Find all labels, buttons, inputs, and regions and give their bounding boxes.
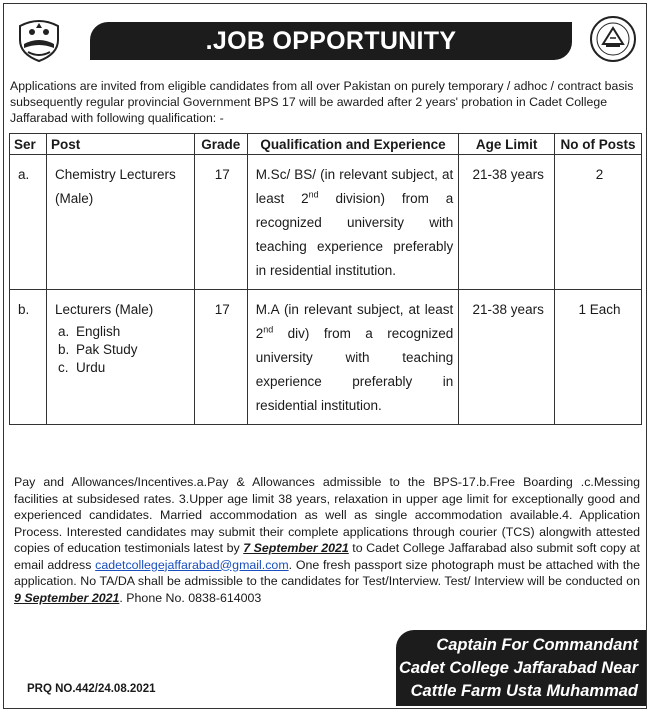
signature-block [396,630,646,706]
cell-no-of-posts: 1 Each [555,290,642,425]
terms-paragraph [14,474,640,606]
email-link[interactable]: cadetcollegejaffarabad@gmail.com [95,557,289,572]
column-header-grade: Grade [194,134,247,155]
qualification-text-cont: division) from a recognized university with teaching experience preferably in residential institution. [255,191,454,278]
signature-line: Captain For Commandant [436,636,638,654]
cell-age-limit: 21-38 years [459,290,555,425]
cell-post [46,290,194,425]
page-title: .JOB OPPORTUNITY [90,22,572,60]
cell-post [46,155,194,290]
cell-ser: b. [10,290,47,425]
prq-reference: PRQ NO.442/24.08.2021 [27,683,156,695]
column-header-age-limit: Age Limit [459,134,555,155]
subject-list [55,323,189,377]
cell-grade: 17 [194,155,247,290]
qualification-text: M.Sc/ BS/ (in relevant subject, at least 2 [255,167,454,206]
terms-text: Pay and Allowances/Incentives.a.Pay & Allowances admissible to the BPS-17.b.Free Boarding .c.Messing facilities at subsidesed rates. 3.Upper age limit 38 years, relaxation in upper age limit for exceptionally good and experienced candidates. Married accommodation as well as single accommodation available.4. Application Process. Interested candidates may submit their complete applications through courier (TCS) alongwith attested copies of education testimonials latest by [14,475,640,555]
post-title: Lecturers (Male) [54,302,154,317]
list-item [58,323,189,341]
cell-grade: 17 [194,290,247,425]
subject-name: English [75,324,121,339]
post-title: Chemistry Lecturers (Male) [54,167,176,206]
positions-table [9,133,642,425]
qualification-text-cont: div) from a recognized university with teaching experience preferably in residential institution. [255,326,454,413]
cell-age-limit: 21-38 years [459,155,555,290]
interview-date: 9 September 2021 [14,590,120,605]
subject-name: Pak Study [75,342,138,357]
provincial-crest-icon [14,14,64,64]
signature-line: Cadet College Jaffarabad Near [398,659,638,677]
cell-qualification [247,290,459,425]
list-marker: b. [57,342,70,357]
subject-name: Urdu [75,360,106,375]
list-marker: a. [57,324,70,339]
application-deadline: 7 September 2021 [243,541,349,555]
superscript: nd [263,324,274,335]
column-header-qualification: Qualification and Experience [247,134,459,155]
cadet-college-seal-icon [588,14,638,64]
list-marker: c. [57,360,69,375]
terms-text-end: . Phone No. 0838-614003 [119,590,262,605]
signature-line: Cattle Farm Usta Muhammad [410,682,638,700]
list-item [58,359,189,377]
cell-qualification [247,155,459,290]
column-header-post: Post [46,134,194,155]
terms-text-cont: to Cadet College Jaffarabad also submit soft copy at email address [14,541,640,572]
cell-no-of-posts: 2 [555,155,642,290]
table-row [10,155,642,290]
column-header-ser: Ser [10,134,47,155]
intro-text: Applications are invited from eligible candidates from all over Pakistan on purely temporary / adhoc / contract basis subsequently regular provincial Government BPS 17 will be awarded after 2 years' probation in Cadet College Jaffarabad with following qualification: - [10,79,634,125]
column-header-no-of-posts: No of Posts [555,134,642,155]
cell-ser: a. [10,155,47,290]
table-row [10,290,642,425]
qualification-text: M.A (in relevant subject, at least 2 [255,302,454,341]
table-header-row [10,134,642,155]
terms-text-cont: . One fresh passport size photograph must be attached with the application. No TA/DA shall be admissible to the candidates for Test/Interview. Test/ Interview will be conducted on [14,557,640,588]
list-item [58,341,189,359]
superscript: nd [308,189,319,200]
